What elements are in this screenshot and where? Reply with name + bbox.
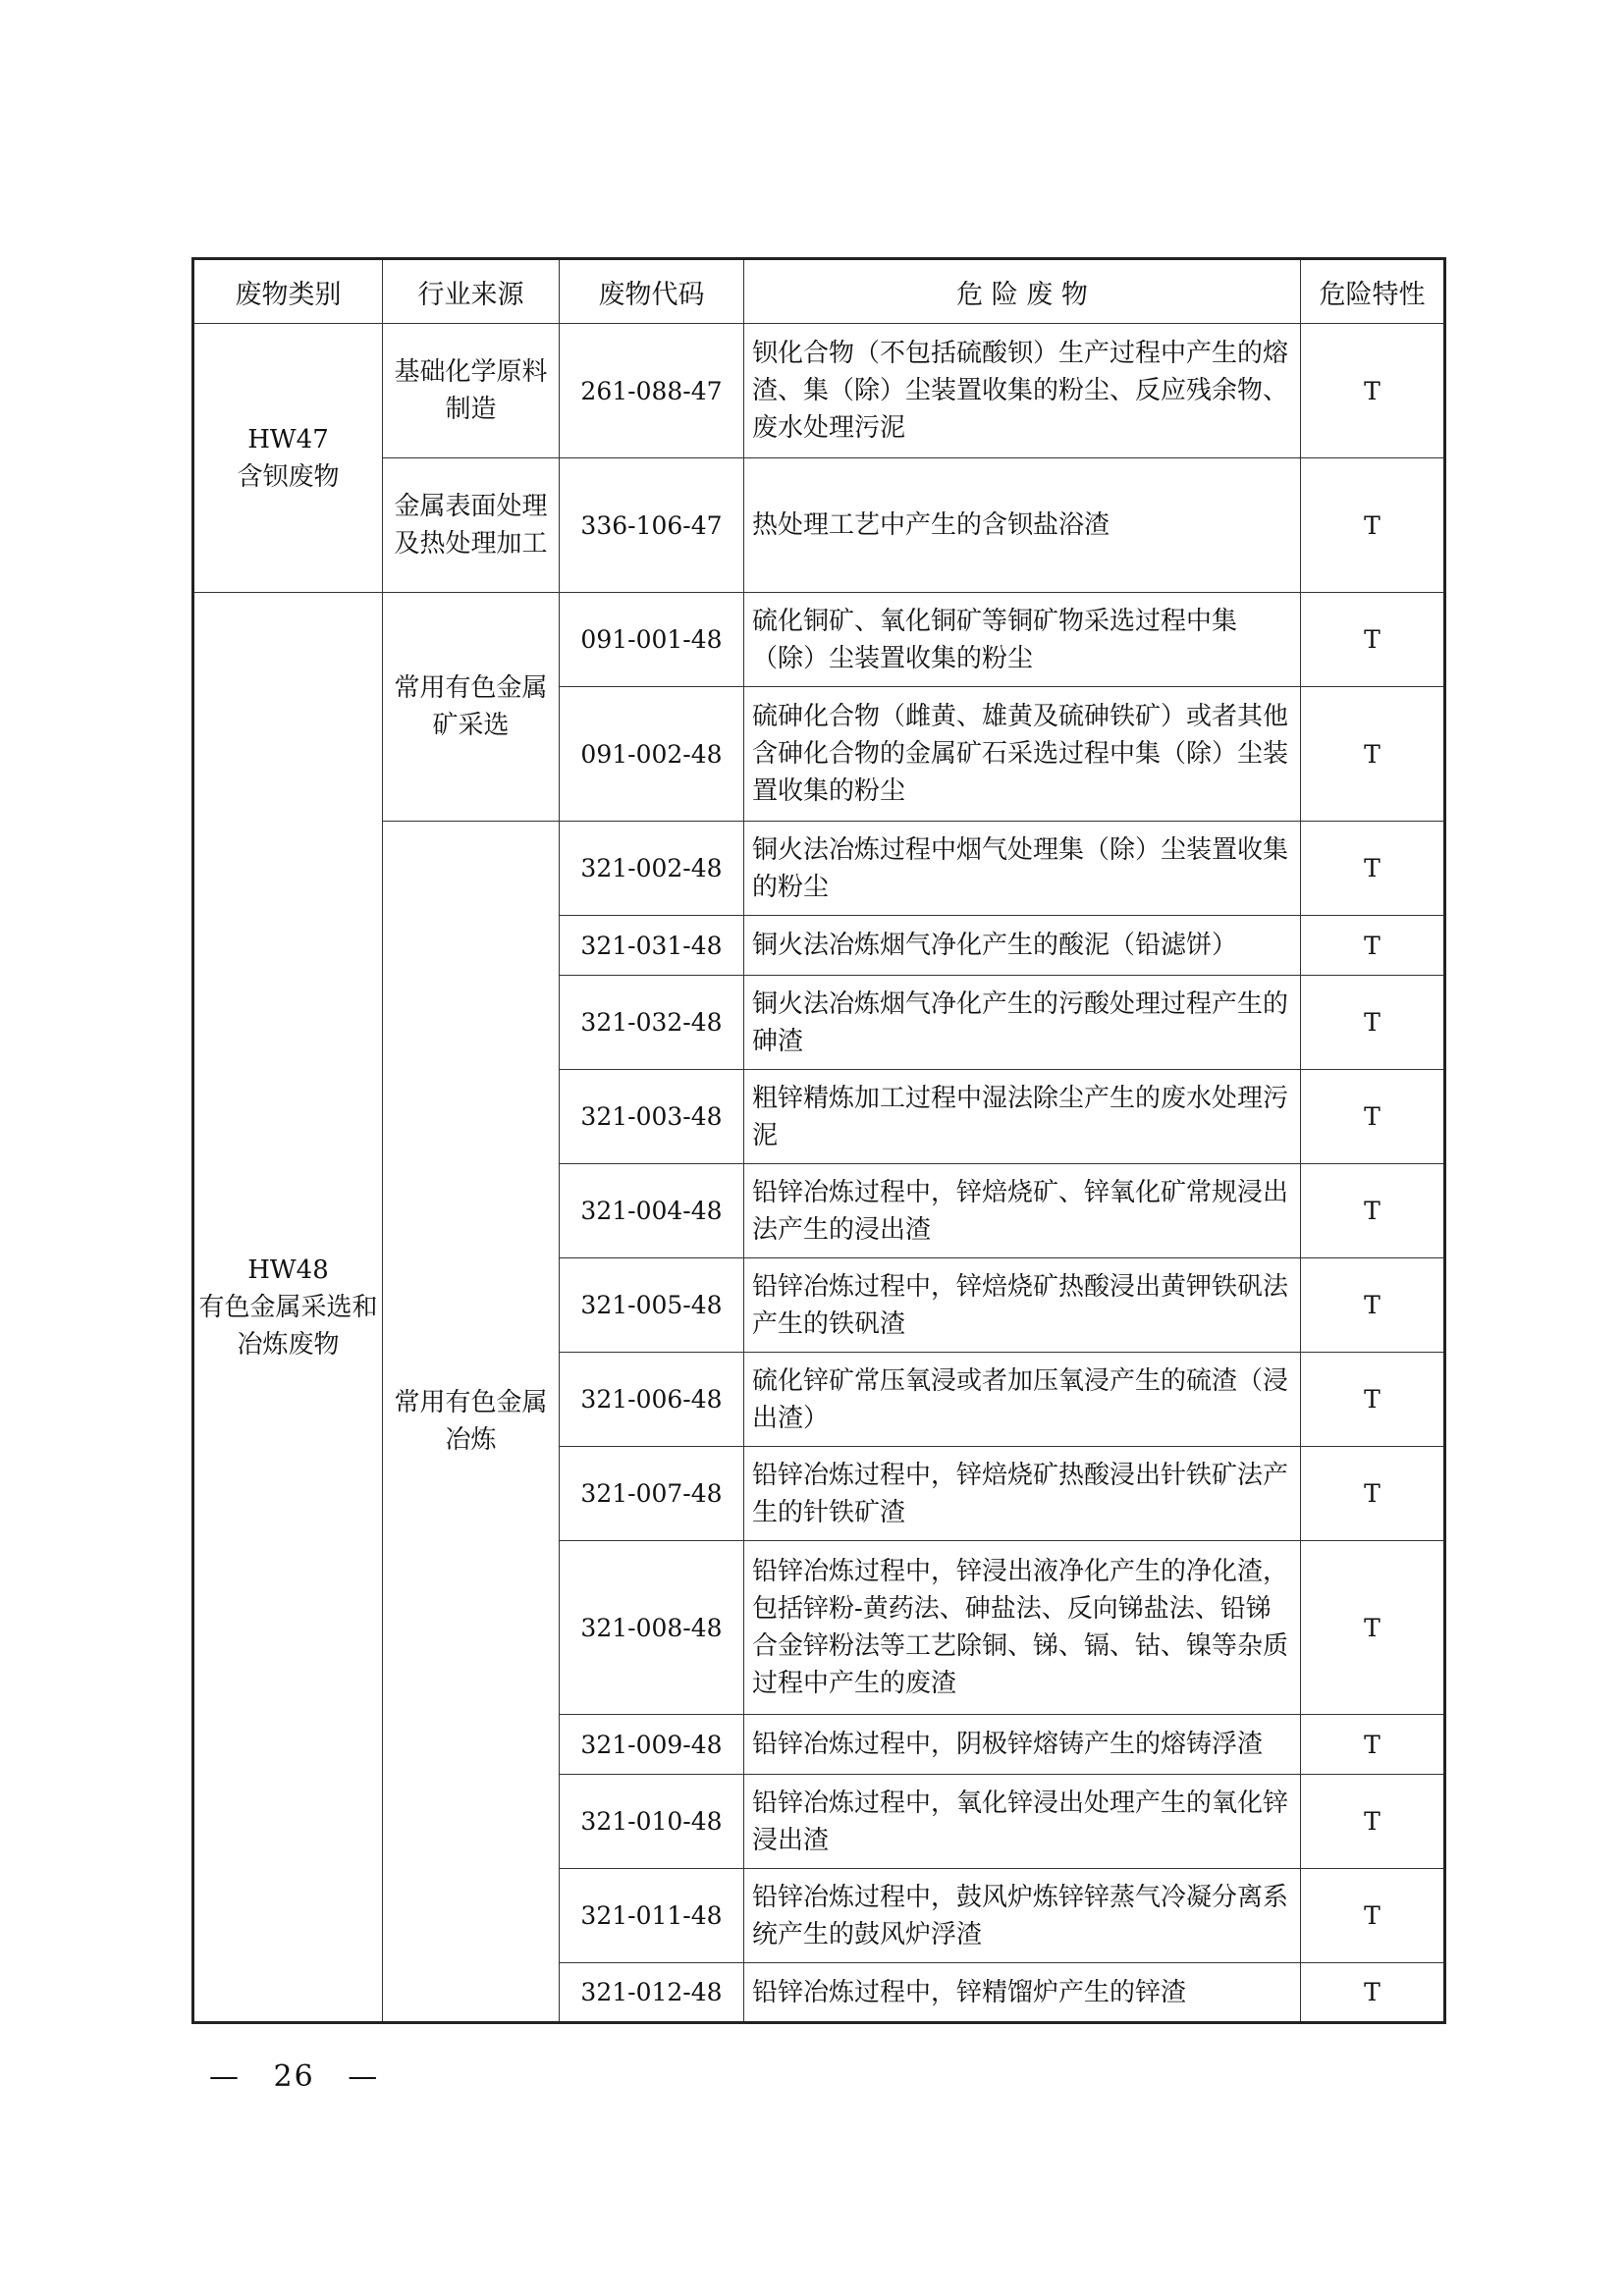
waste-code: 321-004-48 [560, 1164, 744, 1258]
waste-code: 321-007-48 [560, 1447, 744, 1541]
category-cell-hw48 [193, 593, 383, 2023]
waste-description: 铅锌冶炼过程中，锌焙烧矿、锌氧化矿常规浸出法产生的浸出渣 [744, 1164, 1301, 1258]
hazard-characteristic: T [1301, 687, 1445, 822]
waste-description: 粗锌精炼加工过程中湿法除尘产生的废水处理污泥 [744, 1070, 1301, 1164]
hazard-characteristic: T [1301, 1869, 1445, 1963]
category-name: 含钡废物 [237, 461, 340, 492]
source-cell: 金属表面处理及热处理加工 [383, 458, 560, 593]
waste-code: 336-106-47 [560, 458, 744, 593]
source-cell: 常用有色金属冶炼 [383, 822, 560, 2023]
hazard-characteristic: T [1301, 1070, 1445, 1164]
hazard-characteristic: T [1301, 1353, 1445, 1447]
waste-code: 321-010-48 [560, 1775, 744, 1869]
right-dash: — [348, 2059, 380, 2094]
waste-description: 钡化合物（不包括硫酸钡）生产过程中产生的熔渣、集（除）尘装置收集的粉尘、反应残余物、废水处理污泥 [744, 324, 1301, 458]
left-dash: — [209, 2059, 241, 2094]
hazard-characteristic: T [1301, 1258, 1445, 1353]
waste-code: 321-009-48 [560, 1715, 744, 1775]
hazard-characteristic: T [1301, 1963, 1445, 2023]
hazardous-waste-table [191, 257, 1446, 2024]
source-cell: 基础化学原料制造 [383, 324, 560, 458]
waste-code: 261-088-47 [560, 324, 744, 458]
waste-description: 热处理工艺中产生的含钡盐浴渣 [744, 458, 1301, 593]
waste-description: 铜火法冶炼烟气净化产生的污酸处理过程产生的砷渣 [744, 976, 1301, 1070]
table-header-row [193, 259, 1445, 324]
waste-description: 铜火法冶炼烟气净化产生的酸泥（铅滤饼） [744, 916, 1301, 976]
page-number: 26 [273, 2059, 315, 2094]
waste-code: 321-008-48 [560, 1541, 744, 1715]
waste-code: 321-032-48 [560, 976, 744, 1070]
waste-code: 321-031-48 [560, 916, 744, 976]
waste-code: 321-006-48 [560, 1353, 744, 1447]
header-waste-category: 废物类别 [193, 259, 383, 324]
category-code: HW47 [247, 424, 329, 454]
waste-description: 铜火法冶炼过程中烟气处理集（除）尘装置收集的粉尘 [744, 822, 1301, 916]
waste-description: 铅锌冶炼过程中，锌浸出液净化产生的净化渣，包括锌粉-黄药法、砷盐法、反向锑盐法、铅锑合金锌粉法等工艺除铜、锑、镉、钴、镍等杂质过程中产生的废渣 [744, 1541, 1301, 1715]
page-number-footer [209, 2059, 379, 2094]
hazard-characteristic: T [1301, 916, 1445, 976]
waste-code: 321-011-48 [560, 1869, 744, 1963]
hazard-characteristic: T [1301, 1715, 1445, 1775]
hazard-characteristic: T [1301, 1775, 1445, 1869]
hazard-characteristic: T [1301, 593, 1445, 687]
hazard-characteristic: T [1301, 1541, 1445, 1715]
category-cell-hw47 [193, 324, 383, 593]
hazard-characteristic: T [1301, 822, 1445, 916]
hazard-characteristic: T [1301, 1447, 1445, 1541]
category-name: 有色金属采选和冶炼废物 [198, 1292, 378, 1360]
waste-description: 铅锌冶炼过程中，锌焙烧矿热酸浸出黄钾铁矾法产生的铁矾渣 [744, 1258, 1301, 1353]
waste-code: 091-002-48 [560, 687, 744, 822]
waste-code: 321-003-48 [560, 1070, 744, 1164]
waste-description: 铅锌冶炼过程中，鼓风炉炼锌锌蒸气冷凝分离系统产生的鼓风炉浮渣 [744, 1869, 1301, 1963]
waste-description: 硫砷化合物（雌黄、雄黄及硫砷铁矿）或者其他含砷化合物的金属矿石采选过程中集（除）尘装置收集的粉尘 [744, 687, 1301, 822]
hazard-characteristic: T [1301, 1164, 1445, 1258]
hazard-characteristic: T [1301, 976, 1445, 1070]
waste-description: 铅锌冶炼过程中，锌精馏炉产生的锌渣 [744, 1963, 1301, 2023]
hazard-characteristic: T [1301, 324, 1445, 458]
waste-description: 铅锌冶炼过程中，锌焙烧矿热酸浸出针铁矿法产生的针铁矿渣 [744, 1447, 1301, 1541]
waste-description: 铅锌冶炼过程中，阴极锌熔铸产生的熔铸浮渣 [744, 1715, 1301, 1775]
table-row [193, 324, 1445, 458]
waste-description: 铅锌冶炼过程中，氧化锌浸出处理产生的氧化锌浸出渣 [744, 1775, 1301, 1869]
header-hazard-characteristic: 危险特性 [1301, 259, 1445, 324]
waste-code: 321-012-48 [560, 1963, 744, 2023]
source-cell: 常用有色金属矿采选 [383, 593, 560, 822]
category-code: HW48 [247, 1255, 329, 1285]
table-row [193, 593, 1445, 687]
waste-description: 硫化锌矿常压氧浸或者加压氧浸产生的硫渣（浸出渣） [744, 1353, 1301, 1447]
waste-code: 321-002-48 [560, 822, 744, 916]
header-waste-code: 废物代码 [560, 259, 744, 324]
waste-code: 091-001-48 [560, 593, 744, 687]
waste-description: 硫化铜矿、氧化铜矿等铜矿物采选过程中集（除）尘装置收集的粉尘 [744, 593, 1301, 687]
header-industry-source: 行业来源 [383, 259, 560, 324]
waste-code: 321-005-48 [560, 1258, 744, 1353]
hazard-characteristic: T [1301, 458, 1445, 593]
header-hazardous-waste: 危 险 废 物 [744, 259, 1301, 324]
